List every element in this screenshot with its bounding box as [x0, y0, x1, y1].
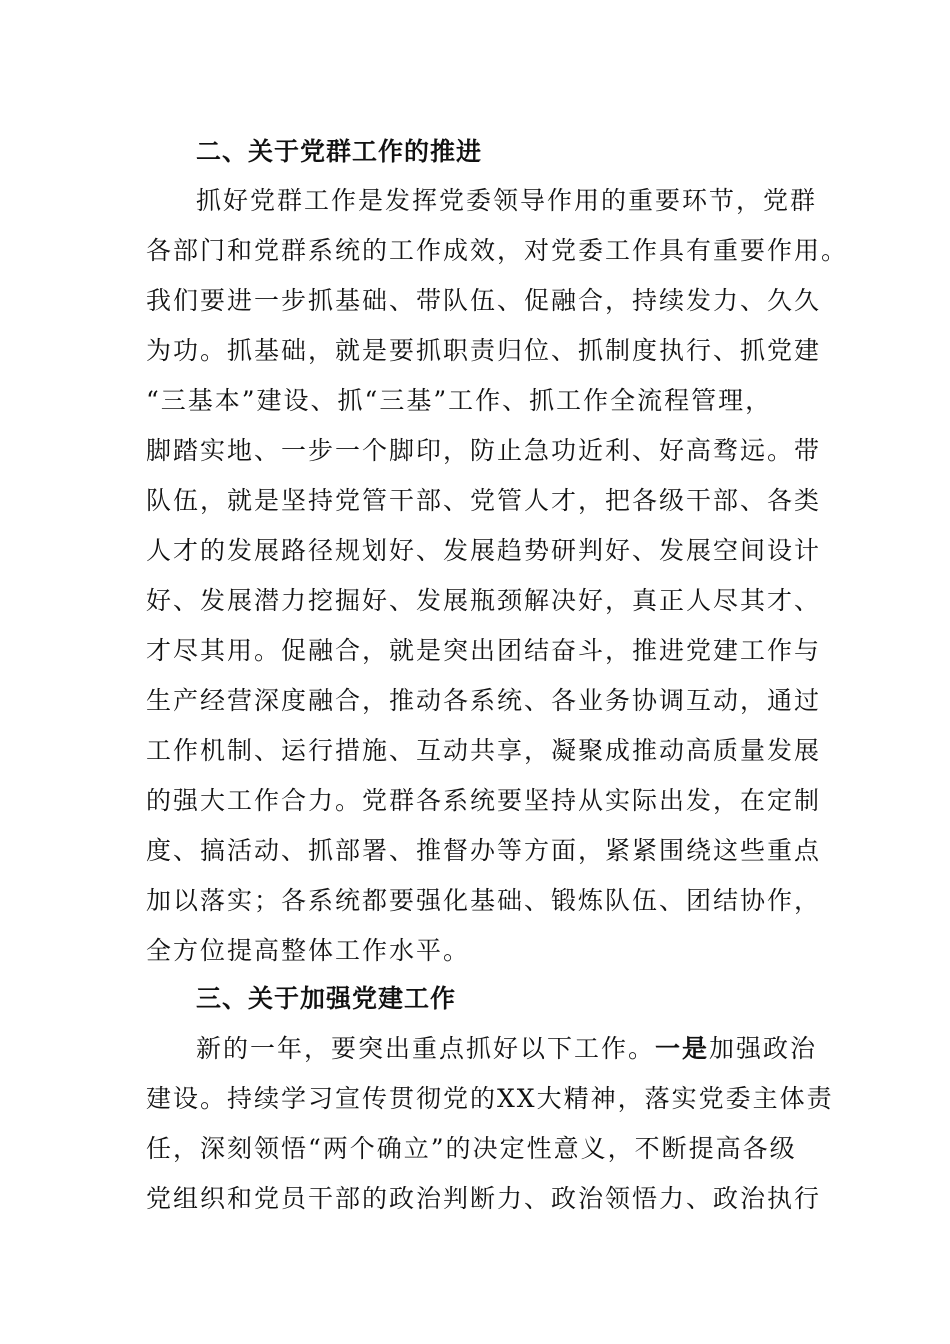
paragraph-line: 脚踏实地、一步一个脚印，防止急功近利、好高骛远。带 — [146, 436, 822, 465]
paragraph-line: 人才的发展路径规划好、发展趋势研判好、发展空间设计 — [146, 536, 822, 565]
section-2-heading: 二、关于党群工作的推进 — [196, 137, 483, 166]
paragraph-line: 好、发展潜力挖掘好、发展瓶颈解决好，真正人尽其才、 — [146, 586, 822, 615]
paragraph-line: 建设。持续学习宣传贯彻党的XX大精神，落实党委主体责 — [146, 1084, 834, 1113]
paragraph-line: 队伍，就是坚持党管干部、党管人才，把各级干部、各类 — [146, 486, 822, 515]
text-run: 新的一年，要突出重点抓好以下工作。 — [196, 1034, 656, 1063]
paragraph-line: 加以落实；各系统都要强化基础、锻炼队伍、团结协作， — [146, 886, 822, 915]
paragraph-line: 各部门和党群系统的工作成效，对党委工作具有重要作用。 — [146, 236, 849, 265]
paragraph-line: 工作机制、运行措施、互动共享，凝聚成推动高质量发展 — [146, 736, 822, 765]
paragraph-line: 度、搞活动、抓部署、推督办等方面，紧紧围绕这些重点 — [146, 836, 822, 865]
paragraph-line — [196, 1034, 817, 1064]
paragraph-line: 党组织和党员干部的政治判断力、政治领悟力、政治执行 — [146, 1184, 822, 1213]
paragraph-line: 为功。抓基础，就是要抓职责归位、抓制度执行、抓党建 — [146, 336, 822, 365]
paragraph-line: 的强大工作合力。党群各系统要坚持从实际出发，在定制 — [146, 786, 822, 815]
text-run: 加强政治 — [709, 1034, 818, 1063]
section-3-heading: 三、关于加强党建工作 — [196, 984, 457, 1013]
emphasis-text: 一是 — [655, 1034, 710, 1063]
paragraph-line: 才尽其用。促融合，就是突出团结奋斗，推进党建工作与 — [146, 636, 822, 665]
paragraph-line: 任，深刻领悟“两个确立”的决定性意义，不断提高各级 — [146, 1134, 797, 1163]
paragraph-line: 全方位提高整体工作水平。 — [146, 936, 471, 965]
paragraph-line: 我们要进一步抓基础、带队伍、促融合，持续发力、久久 — [146, 286, 822, 315]
paragraph-line: 抓好党群工作是发挥党委领导作用的重要环节，党群 — [196, 186, 818, 215]
paragraph-line: “三基本”建设、抓“三基”工作、抓工作全流程管理， — [146, 386, 773, 415]
paragraph-line: 生产经营深度融合，推动各系统、各业务协调互动，通过 — [146, 686, 822, 715]
